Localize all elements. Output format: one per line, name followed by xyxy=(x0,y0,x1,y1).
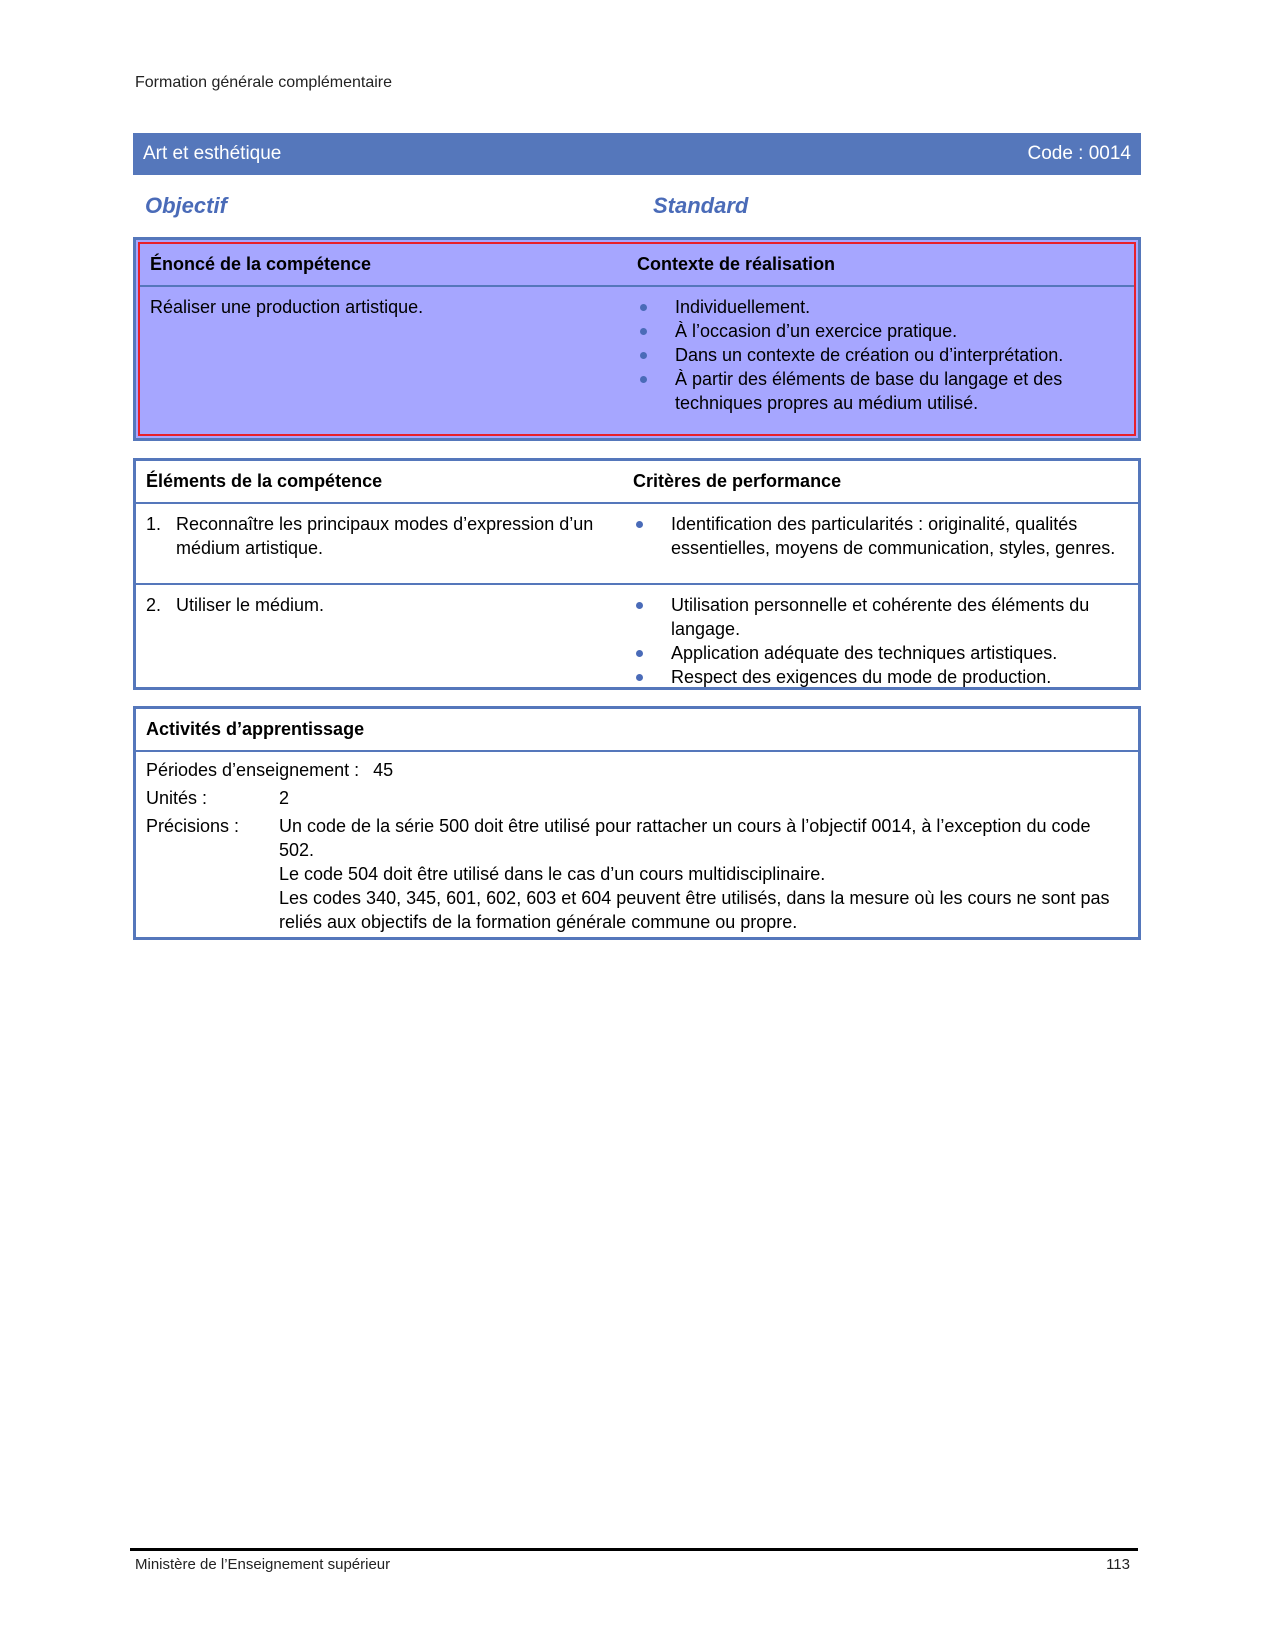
periodes-line xyxy=(146,758,1128,782)
bullet-icon xyxy=(640,304,647,311)
page-number: 113 xyxy=(1106,1556,1130,1573)
criteres-list xyxy=(633,593,1130,689)
bullet-icon xyxy=(636,521,643,528)
bullet-icon xyxy=(640,328,647,335)
list-item: À l’occasion d’un exercice pratique. xyxy=(637,319,1126,343)
activites-content xyxy=(136,752,1138,934)
course-code: Code : 0014 xyxy=(1027,143,1131,164)
criteres-header: Critères de performance xyxy=(633,471,842,491)
periodes-label: Périodes d’enseignement : xyxy=(146,760,360,780)
elements-header: Éléments de la compétence xyxy=(146,471,383,491)
list-item: À partir des éléments de base du langage et des techniques propres au médium utilisé. xyxy=(637,367,1126,415)
bullet-icon xyxy=(636,602,643,609)
competence-statement: Réaliser une production artistique. xyxy=(150,297,424,317)
title-bar xyxy=(133,133,1141,175)
precisions-text xyxy=(279,814,1128,934)
bullet-icon xyxy=(640,352,647,359)
list-item: Dans un contexte de création ou d’interprétation. xyxy=(637,343,1126,367)
standard-label: Standard xyxy=(653,193,749,218)
enonce-header: Énoncé de la compétence xyxy=(150,254,372,274)
activites-header: Activités d’apprentissage xyxy=(146,719,365,739)
contexte-header: Contexte de réalisation xyxy=(637,254,836,274)
precision-item: Le code 504 doit être utilisé dans le cas d’un cours multidisciplinaire. xyxy=(279,864,826,884)
element-number: 1. xyxy=(146,514,162,534)
list-item: Individuellement. xyxy=(637,295,1126,319)
unites-label: Unités : xyxy=(146,788,208,808)
precisions-label: Précisions : xyxy=(146,816,240,836)
list-item: Application adéquate des techniques artistiques. xyxy=(633,641,1130,665)
precision-item: Les codes 340, 345, 601, 602, 603 et 604 peuvent être utilisés, dans la mesure où les cours ne sont pas reliés aux objectifs de la formation générale commune ou propre. xyxy=(279,888,1110,932)
list-item: Identification des particularités : originalité, qualités essentielles, moyens de communication, styles, genres. xyxy=(633,512,1130,560)
unites-line xyxy=(146,786,1128,810)
criteres-list xyxy=(633,512,1130,560)
list-item: Utilisation personnelle et cohérente des éléments du langage. xyxy=(633,593,1130,641)
periodes-value: 45 xyxy=(373,760,394,780)
footer-ministry: Ministère de l’Enseignement supérieur xyxy=(135,1556,391,1573)
list-item: Respect des exigences du mode de production. xyxy=(633,665,1130,689)
table-row xyxy=(136,504,1138,583)
element-text: Utiliser le médium. xyxy=(176,595,325,615)
footer-divider xyxy=(130,1548,1138,1551)
precision-item: Un code de la série 500 doit être utilisé pour rattacher un cours à l’objectif 0014, à l’exception du code 502. xyxy=(279,816,1091,860)
bullet-icon xyxy=(640,376,647,383)
elements-box xyxy=(133,458,1141,690)
element-text: Reconnaître les principaux modes d’expression d’un médium artistique. xyxy=(176,514,594,558)
running-header: Formation générale complémentaire xyxy=(135,74,393,91)
bullet-icon xyxy=(636,650,643,657)
enonce-content-row xyxy=(140,287,1134,415)
section-labels xyxy=(145,193,1135,221)
precisions-line xyxy=(146,814,1128,934)
elements-header-row xyxy=(136,461,1138,504)
unites-value: 2 xyxy=(279,788,290,808)
bullet-icon xyxy=(636,674,643,681)
course-title: Art et esthétique xyxy=(143,143,282,164)
enonce-highlight-frame xyxy=(138,242,1136,436)
objectif-label: Objectif xyxy=(145,193,227,218)
enonce-header-row xyxy=(140,244,1134,287)
activites-header-row xyxy=(136,709,1138,752)
enonce-box xyxy=(133,237,1141,441)
activites-box xyxy=(133,706,1141,940)
table-row xyxy=(136,583,1138,693)
element-number: 2. xyxy=(146,595,162,615)
contexte-list xyxy=(637,295,1126,415)
